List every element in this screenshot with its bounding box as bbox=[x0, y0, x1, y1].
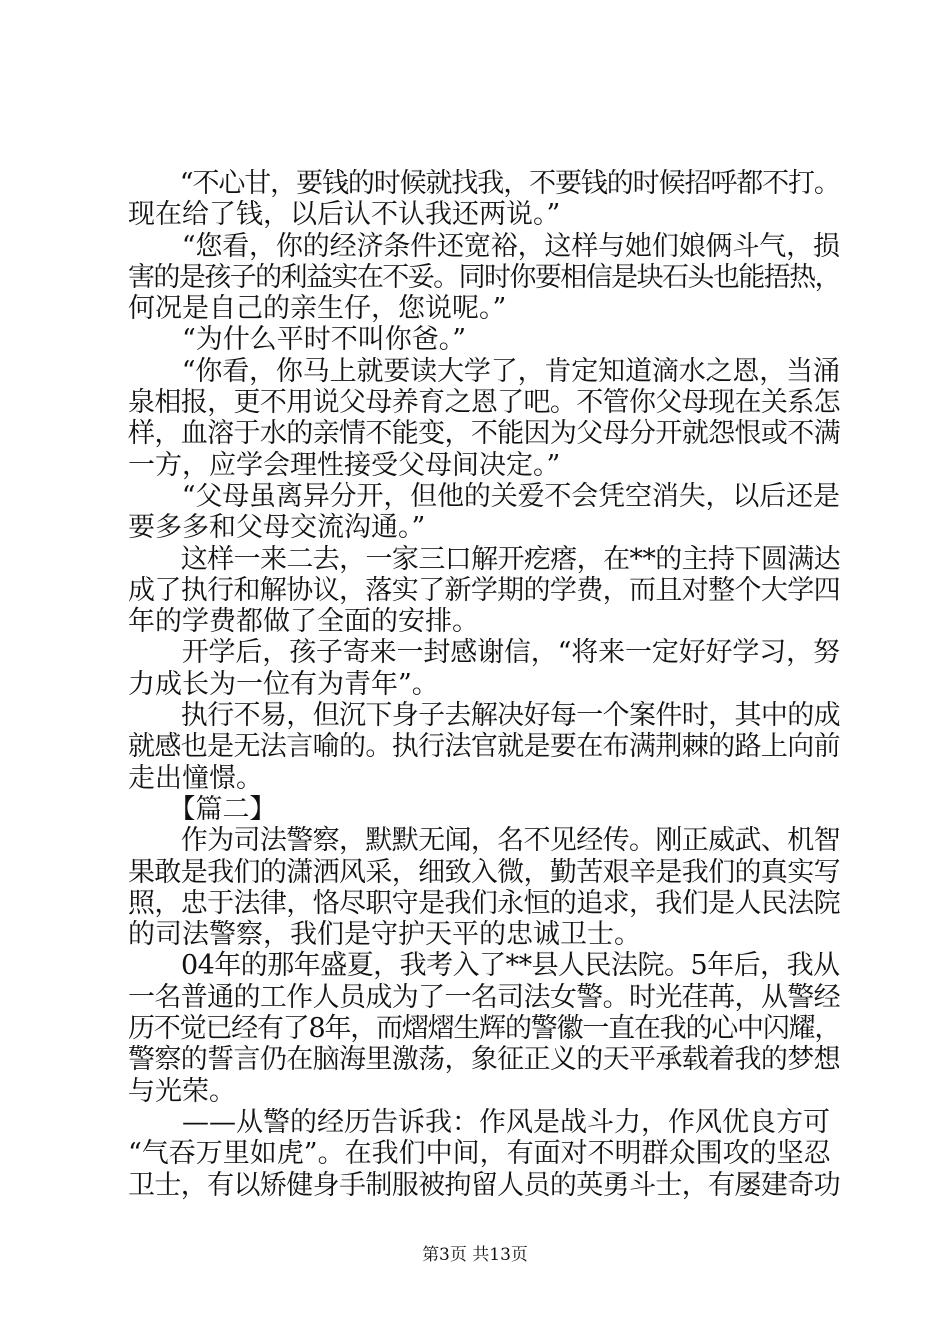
text-line: 执行不易，但沉下身子去解决好每一个案件时，其中的成 bbox=[128, 700, 840, 732]
text-line: 力成长为一位有为青年”。 bbox=[128, 668, 439, 700]
text-line: 卫士，有以矫健身手制服被拘留人员的英勇斗士，有屡建奇功 bbox=[128, 1169, 840, 1201]
text-line: 泉相报，更不用说父母养育之恩了吧。不管你父母现在关系怎 bbox=[128, 387, 840, 419]
document-body bbox=[128, 168, 840, 1201]
text-line: 【篇二】 bbox=[128, 793, 277, 825]
text-line: “你看，你马上就要读大学了，肯定知道滴水之恩，当涌 bbox=[128, 355, 840, 387]
text-line: 现在给了钱，以后认不认我还两说。” bbox=[128, 199, 561, 231]
text-line: 成了执行和解协议，落实了新学期的学费，而且对整个大学四 bbox=[128, 574, 840, 606]
text-line: 这样一来二去，一家三口解开疙瘩，在**的主持下圆满达 bbox=[128, 543, 840, 575]
text-line: 走出憧憬。 bbox=[128, 762, 263, 794]
text-line: 的司法警察，我们是守护天平的忠诚卫士。 bbox=[128, 919, 641, 951]
text-line: 04年的那年盛夏，我考入了**县人民法院。5年后，我从 bbox=[128, 950, 840, 982]
text-line: “不心甘，要钱的时候就找我，不要钱的时候招呼都不打。 bbox=[128, 168, 840, 199]
text-line: 作为司法警察，默默无闻，名不见经传。刚正威武、机智 bbox=[128, 825, 840, 857]
text-line: 要多多和父母交流沟通。” bbox=[128, 512, 426, 544]
text-line: ——从警的经历告诉我：作风是战斗力，作风优良方可 bbox=[128, 1106, 830, 1138]
page-footer: 第3页 共13页 bbox=[422, 1245, 528, 1265]
text-line: “气吞万里如虎”。在我们中间，有面对不明群众围攻的坚忍 bbox=[128, 1138, 831, 1170]
text-line: “父母虽离异分开，但他的关爱不会凭空消失，以后还是 bbox=[128, 480, 840, 512]
text-line: 何况是自己的亲生仔，您说呢。” bbox=[128, 293, 507, 325]
text-line: “为什么平时不叫你爸。” bbox=[128, 324, 467, 356]
text-line: 一名普通的工作人员成为了一名司法女警。时光荏苒，从警经 bbox=[128, 981, 840, 1013]
text-line: 果敢是我们的潇洒风采，细致入微，勤苦艰辛是我们的真实写 bbox=[128, 856, 840, 888]
text-line: “您看，你的经济条件还宽裕，这样与她们娘俩斗气，损 bbox=[128, 230, 840, 262]
text-line: 警察的誓言仍在脑海里激荡，象征正义的天平承载着我的梦想 bbox=[128, 1044, 840, 1076]
text-line: 与光荣。 bbox=[128, 1075, 236, 1107]
text-line: 照，忠于法律，恪尽职守是我们永恒的追求，我们是人民法院 bbox=[128, 887, 840, 919]
text-line: 就感也是无法言喻的。执行法官就是要在布满荆棘的路上向前 bbox=[128, 731, 840, 763]
text-line: 历不觉已经有了8年，而熠熠生辉的警徽一直在我的心中闪耀， bbox=[128, 1013, 841, 1045]
text-line: 一方，应学会理性接受父母间决定。” bbox=[128, 449, 561, 481]
text-line: 开学后，孩子寄来一封感谢信，“将来一定好好学习，努 bbox=[128, 637, 840, 669]
text-line: 害的是孩子的利益实在不妥。同时你要相信是块石头也能捂热， bbox=[128, 261, 840, 293]
text-line: 样，血溶于水的亲情不能变，不能因为父母分开就怨恨或不满 bbox=[128, 418, 840, 450]
text-line: 年的学费都做了全面的安排。 bbox=[128, 606, 479, 638]
